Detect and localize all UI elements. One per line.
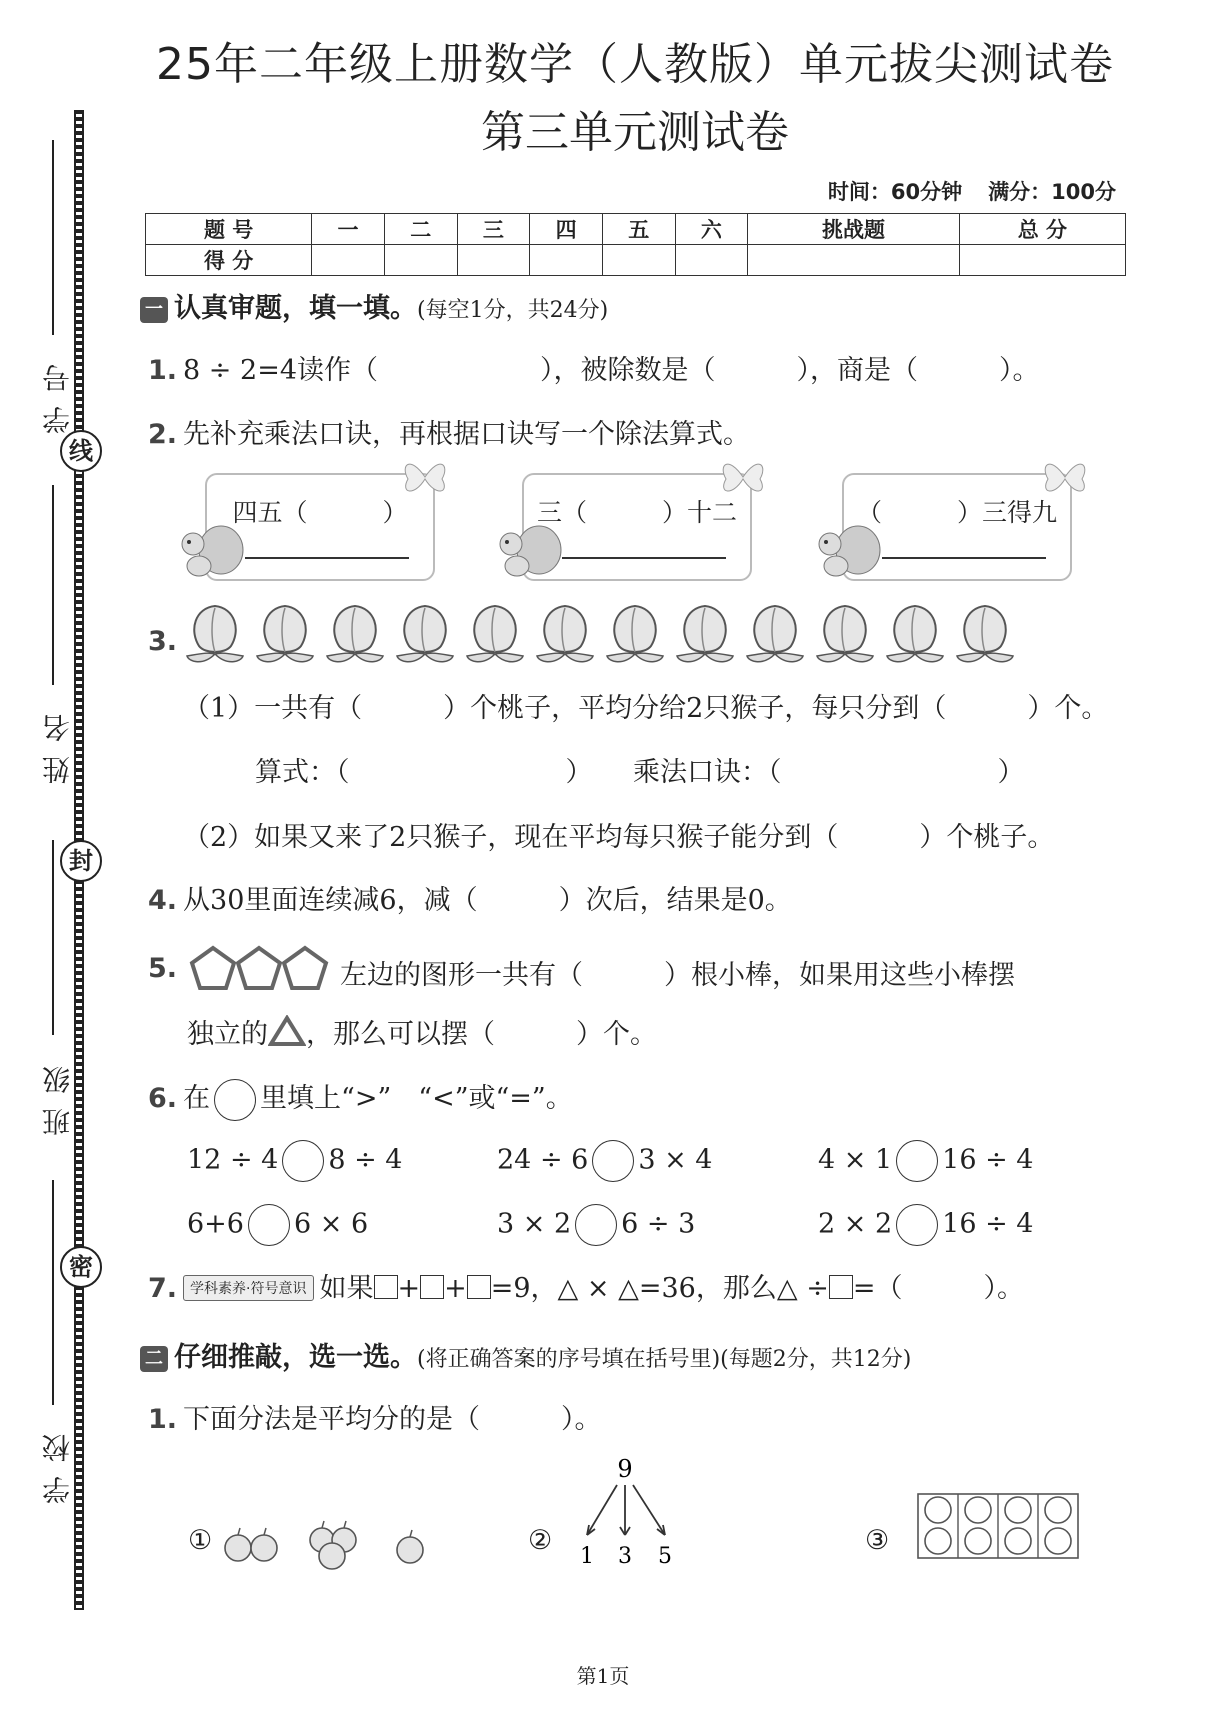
- left-expr: 24 ÷ 6: [497, 1144, 589, 1176]
- time-score-info: [802, 176, 1116, 206]
- seal-line: 线: [60, 430, 102, 472]
- section-note: (每空1分，共24分): [417, 298, 609, 323]
- choice-question-1: [148, 1397, 602, 1436]
- student-id-line[interactable]: [52, 140, 54, 335]
- score-cell: 五: [602, 214, 675, 245]
- compare-item: [187, 1140, 402, 1182]
- compare-item: [818, 1140, 1033, 1182]
- q5-text-pre: 独立的: [187, 1019, 268, 1050]
- question-3-number: [148, 626, 183, 657]
- peach-icon: [607, 606, 663, 662]
- grid-circles-icon: [917, 1493, 1079, 1559]
- peach-icon: [677, 606, 733, 662]
- square-symbol: [829, 1275, 853, 1299]
- score-blank[interactable]: [384, 245, 457, 276]
- section-note: (将正确答案的序号填在括号里)(每题2分，共12分): [417, 1347, 912, 1372]
- question-2: [148, 412, 750, 451]
- peach-icon: [187, 606, 243, 662]
- section-title: 仔细推敲，选一选。: [174, 1342, 417, 1373]
- answer-circle[interactable]: [248, 1204, 290, 1246]
- squirrel-icon: [812, 520, 882, 580]
- peach-icon: [327, 606, 383, 662]
- score-blank[interactable]: [959, 245, 1125, 276]
- section-heading-2: [140, 1335, 911, 1374]
- score-cell: 题 号: [146, 214, 312, 245]
- question-6: [148, 1076, 573, 1121]
- question-number: 3.: [148, 626, 178, 657]
- answer-circle[interactable]: [592, 1140, 634, 1182]
- class-line[interactable]: [52, 840, 54, 1035]
- exam-title: 25年二年级上册数学（人教版）单元拔尖测试卷: [156, 39, 1114, 90]
- q7-plus: +: [444, 1273, 467, 1304]
- label-class: 班级: [41, 1052, 74, 1136]
- score-cell: 六: [675, 214, 748, 245]
- question-7: [148, 1266, 1024, 1305]
- seal-secret: 密: [60, 1246, 102, 1288]
- compare-item: [497, 1204, 695, 1246]
- q5-text-post: ，那么可以摆（ ）个。: [306, 1019, 657, 1050]
- score-cell: 总 分: [959, 214, 1125, 245]
- score-table: [145, 213, 1126, 276]
- question-number: 5.: [148, 953, 178, 984]
- butterfly-icon: [1040, 455, 1090, 499]
- score-cell: 二: [384, 214, 457, 245]
- right-expr: 16 ÷ 4: [942, 1208, 1034, 1240]
- square-symbol: [374, 1275, 398, 1299]
- score-blank[interactable]: [748, 245, 959, 276]
- option-3-label[interactable]: ③: [865, 1525, 890, 1556]
- card-text: （ ）三得九: [856, 498, 1057, 527]
- section-title: 认真审题，填一填。: [174, 293, 417, 324]
- left-expr: 3 × 2: [497, 1208, 572, 1240]
- school-line[interactable]: [52, 1180, 54, 1405]
- right-expr: 16 ÷ 4: [942, 1144, 1034, 1176]
- question-5-text: 左边的图形一共有（ ）根小棒，如果用这些小棒摆: [340, 960, 1015, 991]
- answer-line[interactable]: [882, 557, 1046, 559]
- score-cell: 四: [530, 214, 603, 245]
- question-number: 1.: [148, 355, 178, 386]
- option-2-label[interactable]: ②: [528, 1525, 553, 1556]
- split-part: 1: [580, 1544, 594, 1569]
- compare-item: [187, 1204, 368, 1246]
- peach-icon: [747, 606, 803, 662]
- option-1-label[interactable]: ①: [188, 1525, 213, 1556]
- score-row-label: 得 分: [146, 245, 312, 276]
- square-symbol: [420, 1275, 444, 1299]
- question-text: 先补充乘法口诀，再根据口诀写一个除法算式。: [183, 419, 751, 450]
- score-header-row: [146, 214, 1126, 245]
- q7-text: =9，△ × △=36，那么△ ÷: [490, 1273, 829, 1304]
- peach-row: [185, 600, 1035, 668]
- square-symbol: [467, 1275, 491, 1299]
- question-number: 1.: [148, 1404, 178, 1435]
- card-text: 三（ ）十二: [536, 498, 737, 527]
- q7-text: =（ ）。: [852, 1273, 1024, 1304]
- butterfly-icon: [400, 455, 450, 499]
- left-expr: 6+6: [187, 1208, 244, 1240]
- answer-circle[interactable]: [282, 1140, 324, 1182]
- question-number: 4.: [148, 885, 178, 916]
- number-split-diagram: [565, 1455, 685, 1575]
- compare-circle: [214, 1079, 256, 1121]
- answer-line[interactable]: [562, 557, 726, 559]
- peach-icon: [467, 606, 523, 662]
- right-expr: 8 ÷ 4: [328, 1144, 403, 1176]
- peach-icon: [887, 606, 943, 662]
- peach-icon: [957, 606, 1013, 662]
- competency-tag: 学科素养·符号意识: [183, 1275, 313, 1301]
- right-expr: 3 × 4: [638, 1144, 713, 1176]
- q6-post: 里填上“>” “<”或“=”。: [260, 1083, 573, 1114]
- score-blank[interactable]: [312, 245, 385, 276]
- name-line[interactable]: [52, 485, 54, 685]
- score-cell: 三: [457, 214, 530, 245]
- score-blank[interactable]: [457, 245, 530, 276]
- left-expr: 4 × 1: [818, 1144, 893, 1176]
- full-score: 满分：100分: [988, 180, 1116, 204]
- question-3-formula: 算式：（ ） 乘法口诀：（ ）: [255, 757, 1025, 788]
- split-part: 3: [618, 1544, 632, 1569]
- section-badge: 一: [140, 297, 168, 323]
- split-part: 5: [658, 1544, 672, 1569]
- q7-plus: +: [397, 1273, 421, 1304]
- answer-circle[interactable]: [896, 1204, 938, 1246]
- question-number: 7.: [148, 1273, 178, 1304]
- squirrel-icon: [175, 520, 245, 580]
- unit-subtitle: 第三单元测试卷: [481, 107, 789, 158]
- peach-icon: [257, 606, 313, 662]
- score-input-row: [146, 245, 1126, 276]
- score-cell: 挑战题: [748, 214, 959, 245]
- score-blank[interactable]: [530, 245, 603, 276]
- apples-group-icon: [222, 1510, 432, 1572]
- q6-pre: 在: [183, 1083, 211, 1114]
- question-text: 从30里面连续减6，减（ ）次后，结果是0。: [183, 885, 792, 916]
- right-expr: 6 ÷ 3: [621, 1208, 696, 1240]
- squirrel-icon: [493, 520, 563, 580]
- label-school: 学校: [41, 1420, 74, 1504]
- q7-text: 如果: [319, 1273, 374, 1304]
- seal-seal: 封: [60, 840, 102, 882]
- answer-circle[interactable]: [896, 1140, 938, 1182]
- label-name: 姓名: [41, 700, 74, 784]
- score-blank[interactable]: [602, 245, 675, 276]
- section-badge: 二: [140, 1346, 168, 1372]
- question-4: [148, 878, 792, 917]
- question-text: 下面分法是平均分的是（ ）。: [183, 1404, 602, 1435]
- question-1: [148, 348, 1040, 387]
- page-number: 第1页: [576, 1664, 630, 1688]
- label-student-id: 学号: [41, 350, 74, 434]
- left-expr: 12 ÷ 4: [187, 1144, 279, 1176]
- compare-item: [497, 1140, 712, 1182]
- section-heading-1: [140, 286, 608, 325]
- score-blank[interactable]: [675, 245, 748, 276]
- peach-icon: [817, 606, 873, 662]
- question-number: 2.: [148, 419, 178, 450]
- question-5-line2: [187, 1012, 657, 1051]
- left-expr: 2 × 2: [818, 1208, 893, 1240]
- answer-circle[interactable]: [575, 1204, 617, 1246]
- butterfly-icon: [718, 455, 768, 499]
- triangle-sticks-icon: [268, 1015, 306, 1047]
- card-text: 四五（ ）: [232, 498, 408, 527]
- right-expr: 6 × 6: [293, 1208, 369, 1240]
- time-limit: 时间：60分钟: [827, 180, 963, 204]
- answer-line[interactable]: [245, 557, 409, 559]
- peach-icon: [537, 606, 593, 662]
- question-3-part-1: （1）一共有（ ）个桃子，平均分给2只猴子，每只分到（ ）个。: [183, 693, 1109, 724]
- split-total: 9: [617, 1455, 633, 1483]
- pentagon-sticks-icon: [188, 944, 338, 994]
- question-text: 8 ÷ 2=4读作（ ），被除数是（ ），商是（ ）。: [183, 355, 1040, 386]
- question-3-part-2: （2）如果又来了2只猴子，现在平均每只猴子能分到（ ）个桃子。: [183, 822, 1055, 853]
- peach-icon: [397, 606, 453, 662]
- compare-item: [818, 1204, 1033, 1246]
- score-cell: 一: [312, 214, 385, 245]
- question-number: 6.: [148, 1083, 178, 1114]
- question-5: [148, 953, 183, 984]
